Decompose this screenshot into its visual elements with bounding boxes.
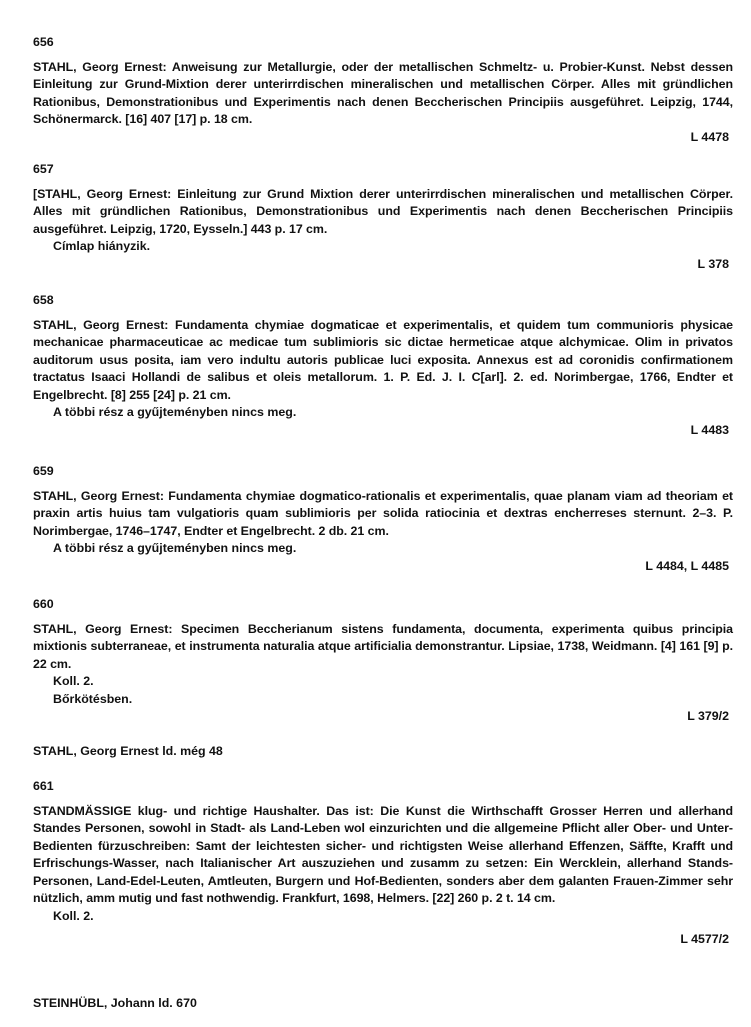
- entry-note: Címlap hiányzik.: [53, 239, 151, 253]
- catalog-entry-658: [33, 292, 733, 439]
- catalog-entry-657: [33, 161, 733, 273]
- shelfmark: L 4483: [690, 422, 729, 437]
- entry-number: 661: [33, 779, 54, 793]
- entry-number: 659: [33, 464, 54, 478]
- cross-reference: STEINHÜBL, Johann ld. 670: [33, 996, 197, 1010]
- shelfmark: L 4577/2: [680, 932, 729, 946]
- catalog-entry-661: [33, 778, 733, 949]
- catalog-entry-659: [33, 463, 733, 575]
- entry-note: A többi rész a gyűjteményben nincs meg.: [53, 405, 297, 419]
- entry-number: 660: [33, 597, 54, 611]
- entry-note: Koll. 2.: [53, 674, 94, 688]
- entry-description: STAHL, Georg Ernest: Fundamenta chymiae dogmatico-rationalis et experimentalis, quae planam viam ad theoriam et praxin artis huius tam vulgatioris quam sublimioris per solida ratiocinia et dextras encherreses sternunt. 2–3. P. Norimbergae, 1746–1747, Endter et Engelbrecht. 2 db. 21 cm.: [33, 488, 733, 538]
- catalog-entry-656: [33, 34, 733, 146]
- cross-reference: STAHL, Georg Ernest ld. még 48: [33, 744, 223, 758]
- shelfmark: L 379/2: [687, 709, 729, 723]
- catalog-entry-660: [33, 596, 733, 726]
- entry-description: STAHL, Georg Ernest: Fundamenta chymiae dogmaticae et experimentalis, et quidem tum communioris physicae mechanicae pharmaceuticae ac medicae tum sublimioris sic dictae hermeticae atque alchymicae. Olim in privatos auditorum usus posita, iam vero indultu autoris publicae luci exposita. Annexus est ad coronidis confirmationem tractatus Isaaci Hollandi de salibus et oleis metallorum. 1. P. Ed. J. I. C[arl]. 2. ed. Norimbergae, 1766, Endter et Engelbrecht. [8] 255 [24] p. 21 cm.: [33, 317, 733, 402]
- entry-description: [STAHL, Georg Ernest: Einleitung zur Grund Mixtion derer unterirrdischen mineralischen und metallischen Cörper. Alles mit gründlichen Rationibus, Demonstrationibus und Experimentis nach denen Beccherischen Principiis ausgeführet. Leipzig, 1720, Eysseln.] 443 p. 17 cm.: [33, 186, 733, 236]
- entry-description: STANDMÄSSIGE klug- und richtige Haushalter. Das ist: Die Kunst die Wirthschafft Grosser Herren und allerhand Standes Personen, sowohl in Stadt- als Land-Leben wol einzurichten und die allgemeine Pflicht aller Ober- und Unter-Bedienten fürzuschreiben: Samt der leichtesten sicher- und richtigsten Weise allerhand Effenzen, Säffte, Krafft und Erfrischungs-Wasser, nach Italianischer Art auszuziehen und zusamm zu setzen: Ein Wercklein, allerhand Stands-Personen, Land-Edel-Leuten, Amtleuten, Burgern und Hof-Bedienten, sonders aber dem galanten Frauen-Zimmer sehr nützlich, amm mutig und fast nothwendig. Frankfurt, 1698, Helmers. [22] 260 p. 2 t. 14 cm.: [33, 803, 733, 905]
- entry-number: 656: [33, 35, 54, 49]
- entry-note: Koll. 2.: [53, 908, 94, 923]
- shelfmark: L 4478: [690, 129, 729, 144]
- shelfmark: L 4484, L 4485: [645, 558, 729, 573]
- entry-description: STAHL, Georg Ernest: Specimen Beccherianum sistens fundamenta, documenta, experimenta quibus principia mixtionis subterraneae, et instrumenta naturalia atque artificialia demonstrantur. Lipsiae, 1738, Weidmann. [4] 161 [9] p. 22 cm.: [33, 621, 733, 671]
- entry-description: STAHL, Georg Ernest: Anweisung zur Metallurgie, oder der metallischen Schmeltz- u. Probier-Kunst. Nebst dessen Einleitung zur Grund-Mixtion derer unterirrdischen mineralischen und metallischen Cörper. Alles mit gründlichen Rationibus, Demonstrationibus und Experimentis nach denen Beccherischen Principiis ausgeführet. Leipzig, 1744, Schönermarck. [16] 407 [17] p. 18 cm.: [33, 59, 733, 126]
- entry-number: 657: [33, 162, 54, 176]
- entry-note: Bőrkötésben.: [53, 691, 133, 706]
- entry-note: A többi rész a gyűjteményben nincs meg.: [53, 541, 297, 555]
- shelfmark: L 378: [697, 256, 729, 271]
- entry-number: 658: [33, 293, 54, 307]
